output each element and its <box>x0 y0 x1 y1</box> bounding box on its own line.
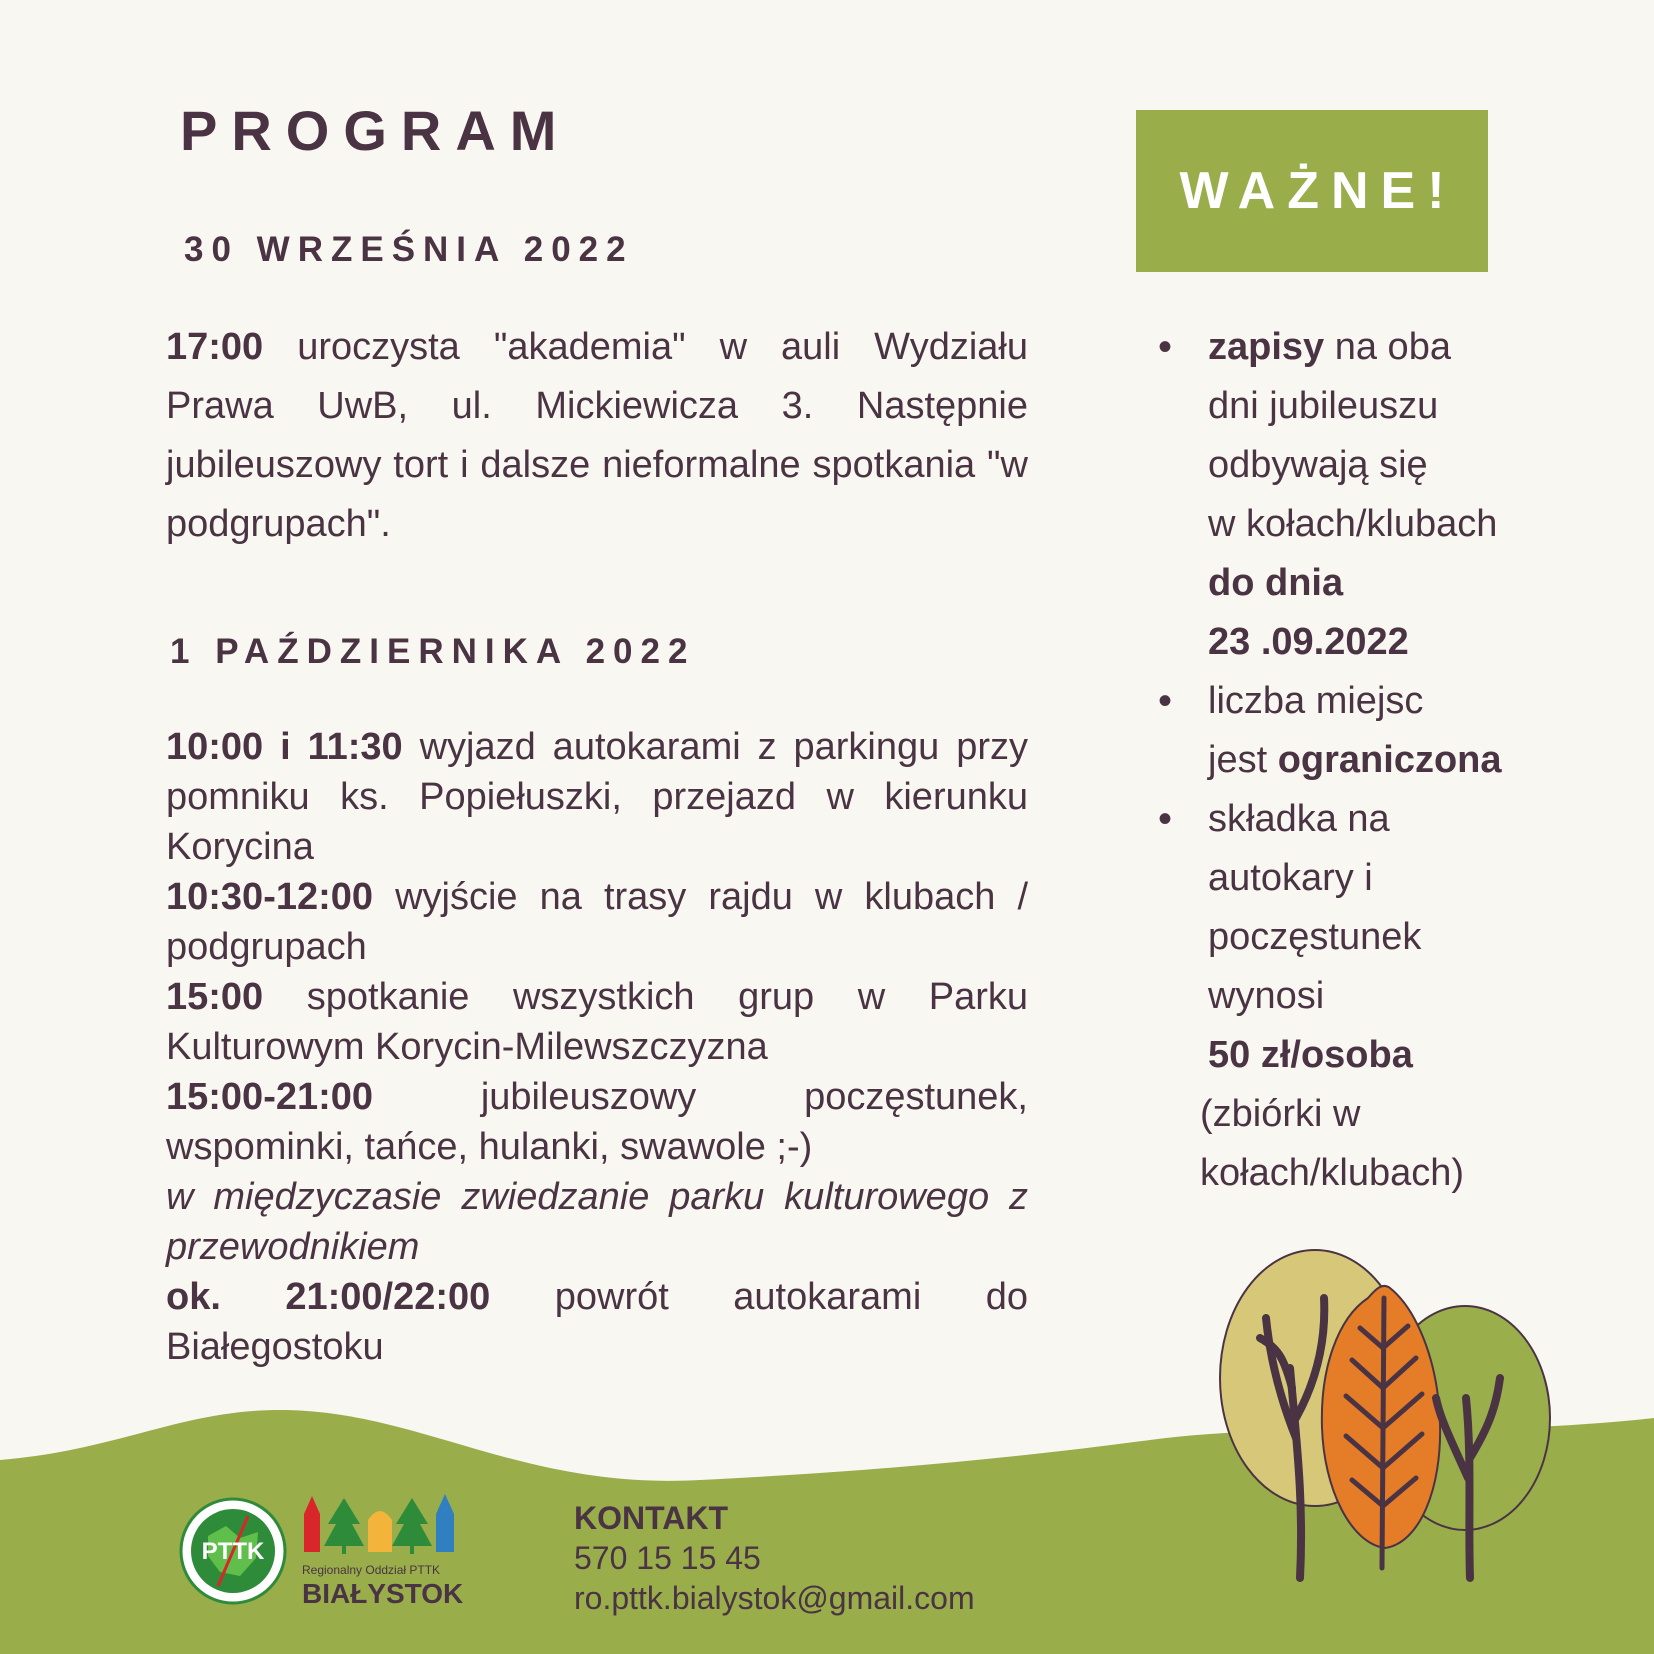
fee-note-1: (zbiórki w <box>1200 1093 1361 1135</box>
schedule-text: spotkanie wszystkich grup w Parku Kulturowym Korycin-Milewszczyzna <box>166 976 1028 1068</box>
schedule-time: 15:00-21:00 <box>166 1076 374 1118</box>
important-heading: WAŻNE! <box>1179 162 1457 220</box>
schedule-time: ok. 21:00/22:00 <box>166 1276 491 1318</box>
schedule-time: 10:30-12:00 <box>166 876 374 918</box>
deadline-label: do dnia <box>1208 562 1344 604</box>
trees-illustration <box>1200 1238 1560 1598</box>
schedule-item <box>166 972 1028 1072</box>
pttk-logo <box>178 1496 288 1606</box>
day1-time: 17:00 <box>166 326 264 368</box>
schedule-item <box>166 1072 1028 1172</box>
day1-paragraph <box>166 318 1028 554</box>
contact-email[interactable]: ro.pttk.bialystok@gmail.com <box>574 1580 975 1616</box>
list-item-registration: • zapisy na oba dni jubileuszu odbywają się w kołach/klubach do dnia 23 .09.2022 <box>1158 318 1628 672</box>
schedule-time: 10:00 i 11:30 <box>166 726 403 768</box>
schedule-note <box>166 1172 1028 1272</box>
list-item-places: • liczba miejsc jest ograniczona <box>1158 672 1628 790</box>
schedule-item <box>166 1272 1028 1372</box>
contact-phone[interactable]: 570 15 15 45 <box>574 1540 761 1576</box>
schedule-item <box>166 722 1028 872</box>
schedule-time: 15:00 <box>166 976 264 1018</box>
contact-title: KONTAKT <box>574 1500 729 1536</box>
deadline-date: 23 .09.2022 <box>1208 621 1409 663</box>
regional-subtitle: Regionalny Oddział PTTK <box>302 1563 441 1577</box>
list-item-fee: • składka na autokary i poczęstunek wynosi 50 zł/osoba (zbiórki w kołach/klubach) <box>1158 790 1628 1203</box>
fee-note-2: kołach/klubach) <box>1200 1152 1465 1194</box>
day2-schedule <box>166 722 1028 1372</box>
program-title: PROGRAM <box>180 99 571 162</box>
schedule-text: wyjście na trasy rajdu w klubach / podgrupach <box>166 876 1028 968</box>
schedule-text: wyjazd autokarami z parkingu przy pomniku ks. Popiełuszki, przejazd w kierunku Korycina <box>166 726 1028 868</box>
svg-text:PTTK: PTTK <box>201 1538 265 1565</box>
contact-block <box>574 1498 975 1618</box>
important-banner <box>1136 110 1488 272</box>
schedule-note-text: w międzyczasie zwiedzanie parku kulturowego z przewodnikiem <box>166 1176 1028 1268</box>
day2-date-heading: 1 PAŹDZIERNIKA 2022 <box>170 632 696 671</box>
day1-text: uroczysta "akademia" w auli Wydziału Prawa UwB, ul. Mickiewicza 3. Następnie jubileuszowy tort i dalsze nieformalne spotkania "w podgrupach". <box>166 326 1028 545</box>
schedule-text: jubileuszowy poczęstunek, wspominki, tańce, hulanki, swawole ;-) <box>166 1076 1028 1168</box>
day1-date-heading: 30 WRZEŚNIA 2022 <box>184 230 634 269</box>
fee-amount: 50 zł/osoba <box>1208 1034 1413 1076</box>
important-list <box>1158 318 1628 1203</box>
regional-city: BIAŁYSTOK <box>302 1578 464 1609</box>
schedule-text: powrót autokarami do Białegostoku <box>166 1276 1028 1368</box>
limited-label: ograniczona <box>1277 739 1502 781</box>
registration-label: zapisy <box>1208 326 1325 368</box>
schedule-item <box>166 872 1028 972</box>
